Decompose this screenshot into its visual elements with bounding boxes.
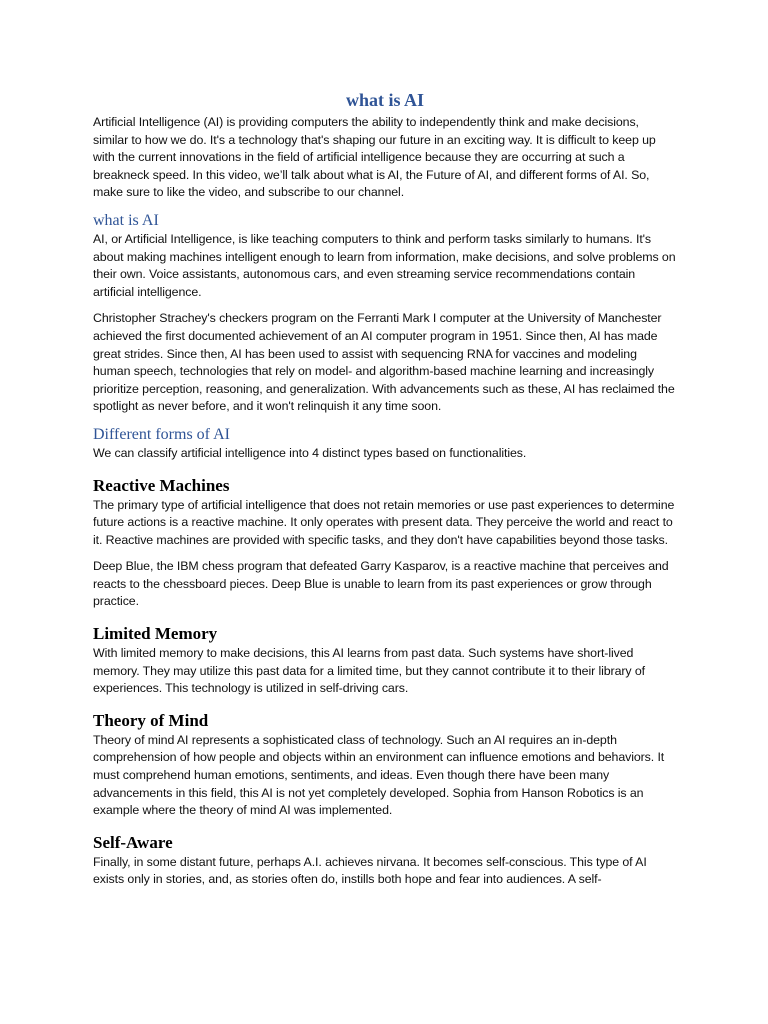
heading-limited-memory: Limited Memory [93, 624, 218, 644]
heading-self-aware: Self-Aware [93, 832, 173, 852]
self-aware-paragraph: Finally, in some distant future, perhaps A.I. achieves nirvana. It becomes self-conscious. This type of AI exists only in stories, and, as stories often do, instills both hope and fear into audiences. A self- [93, 854, 647, 887]
what-is-ai-paragraph-2: Christopher Strachey's checkers program on the Ferranti Mark I computer at the University of Manchester achieved the first documented achievement of an AI computer program in 1951. Since then, AI has made great strides. Since then, AI has been used to assist with sequencing RNA for vaccines and modeling human speech, technologies that rely on model- and algorithm-based machine learning and increasingly prioritize perception, reasoning, and generalization. With advancements such as these, AI has reclaimed the spotlight as never before, and it won't relinquish it any time soon. [93, 311, 675, 414]
document-page [93, 88, 677, 889]
different-forms-paragraph: We can classify artificial intelligence into 4 distinct types based on functionalities. [93, 445, 527, 460]
limited-memory-paragraph: With limited memory to make decisions, this AI learns from past data. Such systems have short-lived memory. They may utilize this past data for a limited time, but they cannot contribute it to their library of experiences. This technology is utilized in self-driving cars. [93, 646, 645, 696]
heading-reactive-machines: Reactive Machines [93, 475, 230, 495]
document-title: what is AI [345, 90, 425, 110]
reactive-machines-paragraph-2: Deep Blue, the IBM chess program that defeated Garry Kasparov, is a reactive machine that perceives and reacts to the chessboard pieces. Deep Blue is unable to learn from its past experiences or grow through practice. [93, 559, 669, 609]
theory-of-mind-paragraph: Theory of mind AI represents a sophisticated class of technology. Such an AI requires an in-depth comprehension of how people and objects within an environment can influence emotions and behaviors. It must comprehend human emotions, sentiments, and ideas. Even though there have been many advancements in this field, this AI is not yet completely developed. Sophia from Hanson Robotics is an example where the theory of mind AI was implemented. [93, 732, 665, 818]
what-is-ai-paragraph-1: AI, or Artificial Intelligence, is like teaching computers to think and perform tasks similarly to humans. It's about making machines intelligent enough to learn from information, make decisions, and solve problems on their own. Voice assistants, autonomous cars, and even streaming service recommendations contain artificial intelligence. [93, 231, 676, 299]
heading-what-is-ai: what is AI [93, 211, 159, 229]
heading-different-forms: Different forms of AI [93, 425, 230, 443]
reactive-machines-paragraph-1: The primary type of artificial intelligence that does not retain memories or use past experiences to determine future actions is a reactive machine. It only operates with present data. They perceive the world and react to it. Reactive machines are provided with specific tasks, and they don't have capabilities beyond those tasks. [93, 497, 675, 547]
intro-paragraph: Artificial Intelligence (AI) is providing computers the ability to independently think and make decisions, similar to how we do. It's a technology that's shaping our future in an exciting way. It is difficult to keep up with the current innovations in the field of artificial intelligence because they are occurring at such a breakneck speed. In this video, we’ll talk about what is AI, the Future of AI, and different forms of AI. So, make sure to like the video, and subscribe to our channel. [93, 115, 656, 200]
heading-theory-of-mind: Theory of Mind [93, 710, 209, 730]
